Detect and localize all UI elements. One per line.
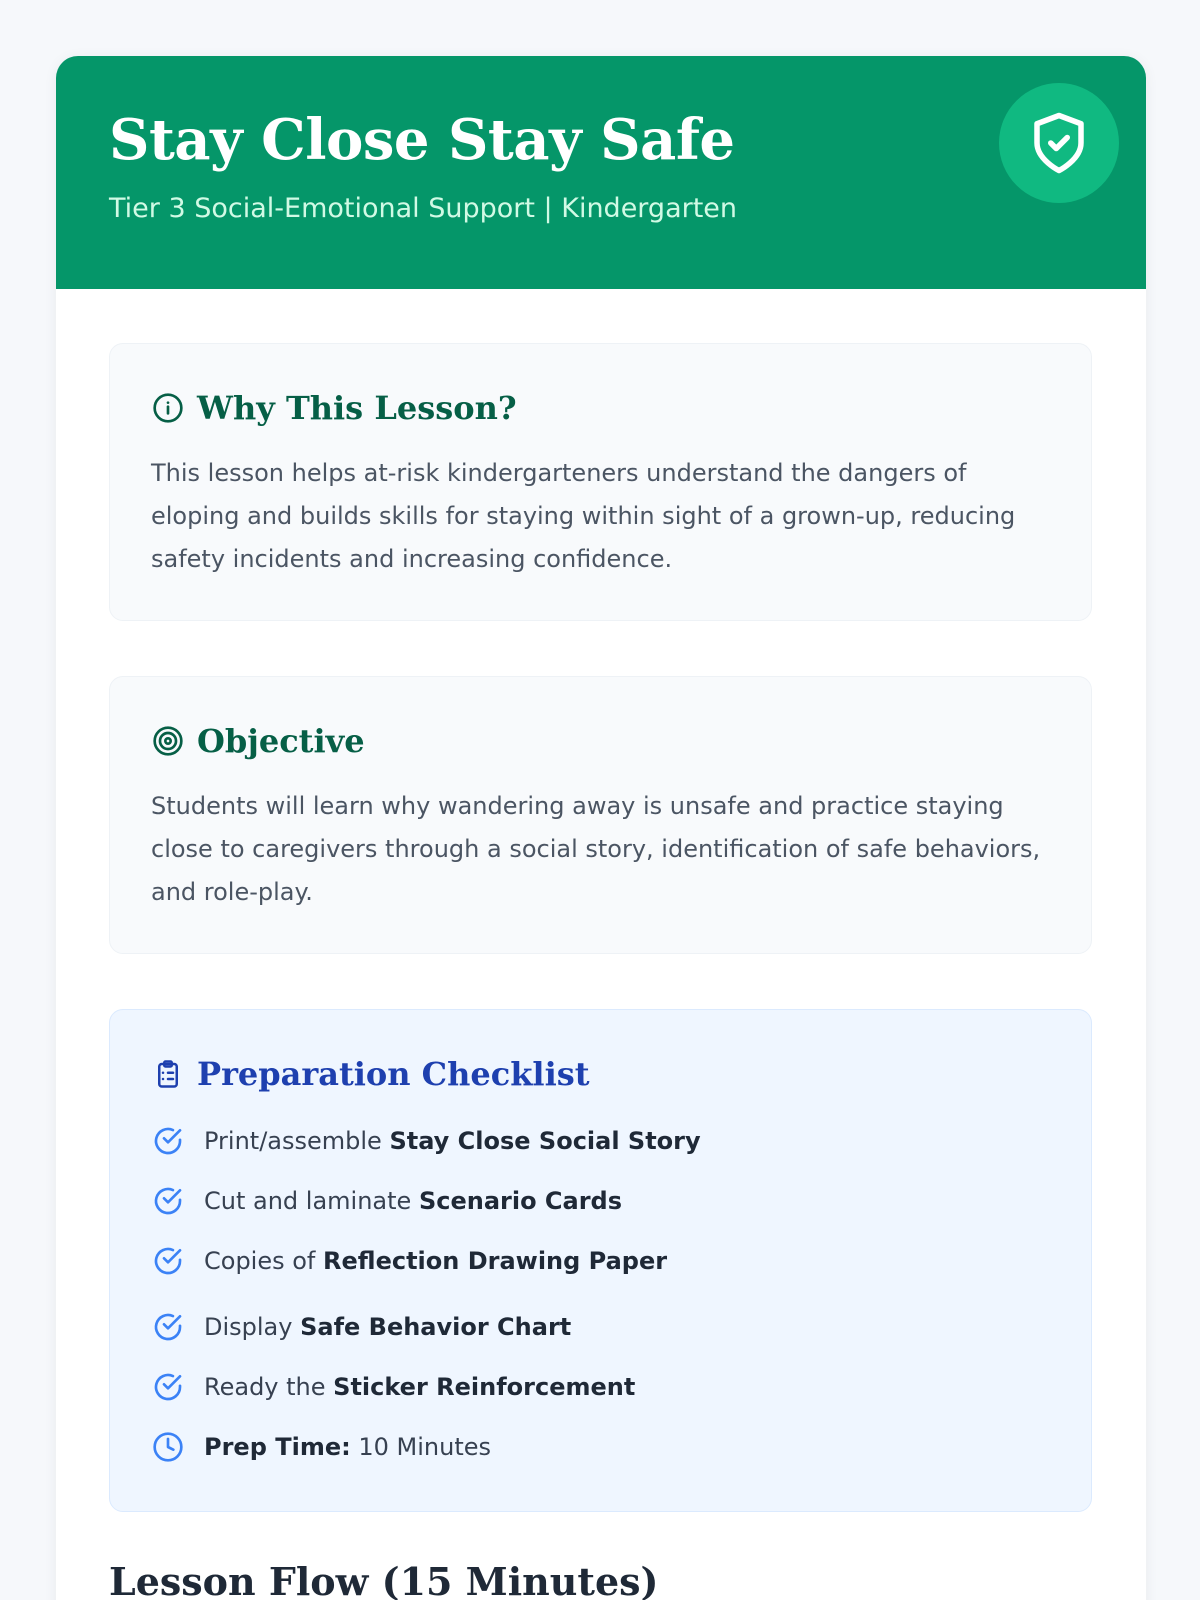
why-title: Why This Lesson? [197,389,517,427]
lesson-card [56,56,1146,1600]
checklist-item-text: Prep Time: 10 Minutes [204,1433,491,1461]
check-circle-icon [151,1184,185,1218]
lesson-header [56,56,1146,289]
checklist [151,1120,1051,1468]
checklist-item [151,1120,1051,1162]
checklist-item-text: Ready the Sticker Reinforcement [204,1373,636,1401]
clock-icon [151,1430,185,1464]
why-body: This lesson helps at-risk kindergarteners understand the dangers of eloping and builds skills for staying within sight of a grown-up, reducing safety incidents and increasing confidence. [151,459,1016,573]
checklist-item [151,1240,1051,1282]
clipboard-icon [151,1057,185,1091]
check-circle-icon [151,1244,185,1278]
info-icon [151,391,185,425]
check-circle-icon [151,1310,185,1344]
checklist-item-text: Print/assemble Stay Close Social Story [204,1127,701,1155]
check-circle-icon [151,1124,185,1158]
why-section [109,343,1092,621]
checklist-title: Preparation Checklist [197,1055,590,1093]
checklist-item [151,1306,1051,1348]
objective-body: Students will learn why wandering away is unsafe and practice staying close to caregivers through a social story, identification of safe behaviors, and role-play. [151,792,1041,906]
shield-badge [999,83,1119,203]
objective-heading [151,721,365,761]
lesson-subtitle: Tier 3 Social-Emotional Support | Kindergarten [109,193,738,224]
objective-title: Objective [197,722,365,760]
check-circle-icon [151,1370,185,1404]
lesson-flow-heading: Lesson Flow (15 Minutes) [109,1559,659,1600]
checklist-item-text: Display Safe Behavior Chart [204,1313,572,1341]
why-heading [151,388,517,428]
checklist-item-text: Copies of Reflection Drawing Paper [204,1247,668,1275]
checklist-item [151,1180,1051,1222]
checklist-item-prep-time [151,1426,1051,1468]
checklist-section [109,1009,1092,1512]
target-icon [151,724,185,758]
lesson-title: Stay Close Stay Safe [109,107,735,173]
objective-section [109,676,1092,954]
checklist-item [151,1366,1051,1408]
checklist-item-text: Cut and laminate Scenario Cards [204,1187,623,1215]
shield-check-icon [1026,110,1092,176]
checklist-heading [151,1054,590,1094]
